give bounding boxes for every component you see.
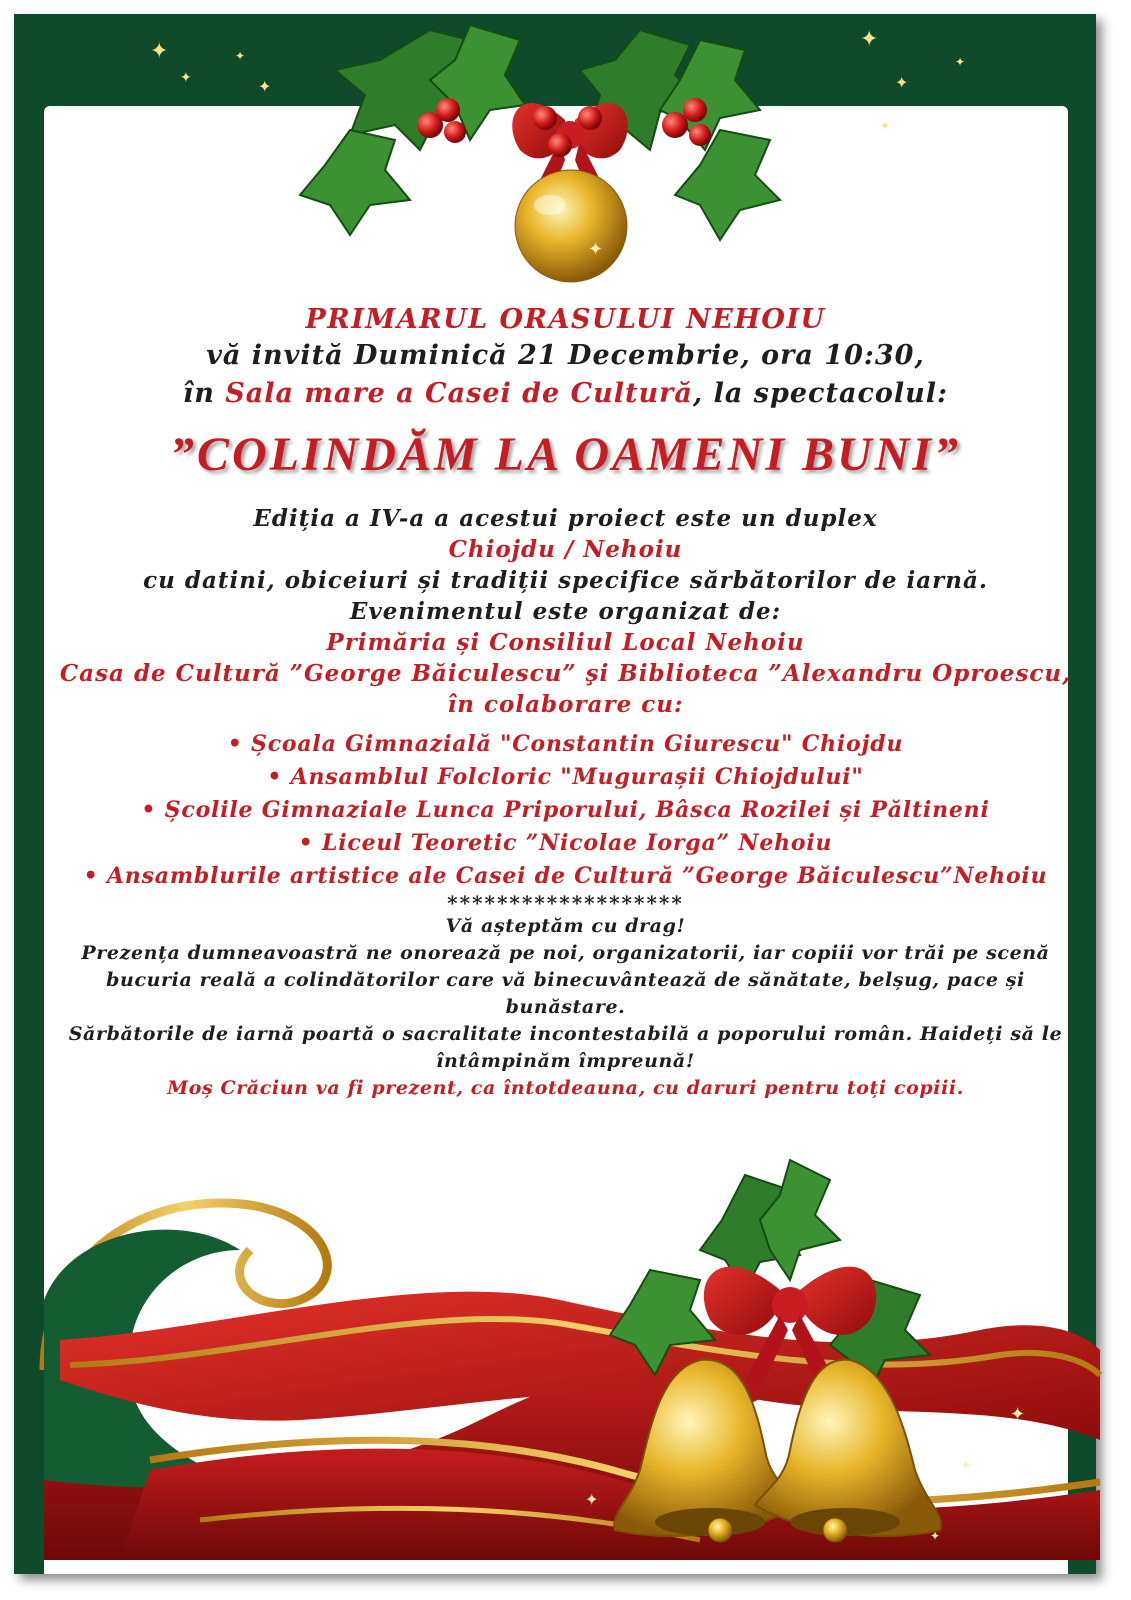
- collaborator-item: • Ansamblurile artistice ale Casei de Cultură ”George Băiculescu”Nehoiu: [83, 863, 1048, 889]
- svg-text:✦: ✦: [895, 73, 909, 92]
- svg-text:✦: ✦: [588, 239, 604, 260]
- svg-text:✦: ✦: [585, 1490, 599, 1509]
- show-title: ”COLINDĂM LA OAMENI BUNI”: [169, 428, 962, 481]
- collaboration-label: în colaborare cu:: [447, 691, 684, 718]
- presence-line-3: bunăstare.: [505, 996, 626, 1018]
- svg-text:✦: ✦: [930, 1529, 941, 1543]
- svg-text:✦: ✦: [960, 1458, 972, 1474]
- presence-line-1: Prezența dumneavoastră ne onorează pe noi, organizatorii, iar copiii vor trăi pe scenă: [81, 942, 1050, 964]
- venue-suffix: , la spectacolul:: [692, 378, 949, 409]
- duplex-places: Chiojdu / Nehoiu: [448, 536, 683, 563]
- invitation-text: [14, 292, 1117, 1102]
- venue-line: [14, 375, 1117, 413]
- holidays-line-2: întâmpinăm împreună!: [436, 1050, 695, 1072]
- svg-text:✦: ✦: [955, 55, 966, 69]
- edition-line: Ediția a IV-a a acestui proiect este un duplex: [253, 505, 878, 532]
- collaborator-item: • Liceul Teoretic ”Nicolae Iorga” Nehoiu: [298, 830, 833, 856]
- organizer-1: Primăria și Consiliul Local Nehoiu: [326, 629, 805, 656]
- collaborator-item: • Școlile Gimnaziale Lunca Priporului, Bâsca Rozilei și Păltineni: [141, 797, 990, 823]
- organizer-2: Casa de Cultură ”George Băiculescu” şi Biblioteca ”Alexandru Oproescu,: [59, 660, 1072, 687]
- host-heading: PRIMARUL ORASULUI NEHOIU: [305, 304, 826, 335]
- venue-prefix: în: [182, 378, 226, 409]
- svg-text:✦: ✦: [880, 119, 891, 133]
- welcome-line: Vă așteptăm cu drag!: [445, 915, 686, 937]
- svg-text:✦: ✦: [1010, 1404, 1026, 1425]
- ribbon-swirl-icon: [44, 1203, 1100, 1560]
- svg-text:✦: ✦: [860, 27, 879, 52]
- collaborator-item: • Ansamblul Folcloric "Mugurașii Chiojdului": [267, 764, 864, 790]
- presence-line-2: bucuria reală a colindătorilor care vă binecuvântează de sănătate, belșug, pace și: [106, 969, 1025, 991]
- venue-name: Sala mare a Casei de Cultură: [225, 378, 693, 409]
- organized-by-label: Evenimentul este organizat de:: [349, 598, 782, 625]
- svg-text:✦: ✦: [258, 77, 272, 96]
- customs-line: cu datini, obiceiuri și tradiții specifice sărbătorilor de iarnă.: [143, 567, 988, 594]
- collaborator-item: • Școala Gimnazială "Constantin Giurescu" Chiojdu: [227, 731, 904, 757]
- ornament-ball-icon: [515, 170, 627, 282]
- svg-text:✦: ✦: [180, 70, 192, 86]
- holidays-line-1: Sărbătorile de iarnă poartă o sacralitate incontestabilă a poporului român. Haideți să le: [68, 1023, 1063, 1045]
- separator: *******************: [447, 891, 684, 915]
- santa-line: Moș Crăciun va fi prezent, ca întotdeauna, cu daruri pentru toți copiii.: [167, 1077, 964, 1099]
- invite-line: vă invită Duminică 21 Decembrie, ora 10:30,: [206, 340, 925, 371]
- svg-text:✦: ✦: [235, 49, 246, 63]
- svg-text:✦: ✦: [150, 39, 169, 64]
